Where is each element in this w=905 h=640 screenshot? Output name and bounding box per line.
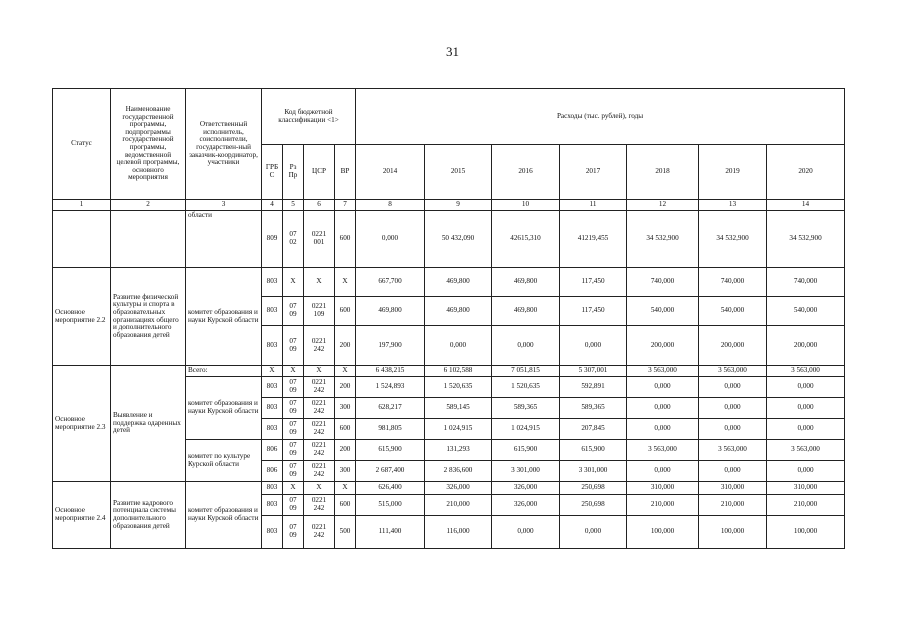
code-cell: 806 [262,440,283,461]
name-cell: Развитие кадрового потенциала системы дополнительного образования детей [111,482,186,549]
code-cell: Х [335,366,356,377]
code-cell: 0221 242 [304,461,335,482]
amount-cell: 7 051,815 [492,366,560,377]
amount-cell: 0,000 [767,419,845,440]
amount-cell: 326,000 [492,482,560,495]
header-grbs: ГРБ С [262,145,283,200]
amount-cell: 0,000 [767,398,845,419]
amount-cell: 469,800 [425,268,492,297]
code-cell: 07 09 [283,377,304,398]
amount-cell: 3 563,000 [699,440,767,461]
code-cell: 200 [335,440,356,461]
amount-cell: 0,000 [627,419,699,440]
page-number: 31 [446,44,459,59]
column-number: 12 [627,200,699,211]
amount-cell: 1 024,915 [425,419,492,440]
code-cell: 500 [335,516,356,549]
column-number: 11 [560,200,627,211]
amount-cell: 469,800 [492,297,560,326]
amount-cell: 2 687,400 [356,461,425,482]
amount-cell: 589,365 [492,398,560,419]
total-label: Всего: [186,366,262,377]
amount-cell: 200,000 [699,326,767,366]
code-cell: 803 [262,297,283,326]
code-cell: 803 [262,377,283,398]
code-cell: 07 09 [283,461,304,482]
amount-cell: 0,000 [356,211,425,268]
header-year: 2016 [492,145,560,200]
budget-table [52,88,845,549]
code-cell: 600 [335,419,356,440]
amount-cell: 34 532,900 [627,211,699,268]
code-cell: 0221 242 [304,495,335,516]
code-cell: 803 [262,268,283,297]
header-name: Наименование государственной программы, подпрограммы государственной программы, ведомственной целевой программы, основного мероприятия [111,89,186,200]
code-cell: Х [335,268,356,297]
amount-cell: 615,900 [560,440,627,461]
responsible-cell: комитет образования и науки Курской области [186,268,262,366]
amount-cell: 1 520,635 [425,377,492,398]
amount-cell: 615,900 [492,440,560,461]
header-csr: ЦСР [304,145,335,200]
amount-cell: 1 520,635 [492,377,560,398]
responsible-cell: комитет образования и науки Курской области [186,482,262,549]
code-cell: Х [262,366,283,377]
amount-cell: 667,700 [356,268,425,297]
amount-cell: 310,000 [767,482,845,495]
amount-cell: 540,000 [699,297,767,326]
amount-cell: 42615,310 [492,211,560,268]
code-cell: Х [335,482,356,495]
name-cell [111,211,186,268]
amount-cell: 0,000 [699,398,767,419]
column-numbers-row [53,200,845,211]
amount-cell: 740,000 [627,268,699,297]
code-cell: 300 [335,461,356,482]
code-cell: 803 [262,398,283,419]
code-cell: 0221 242 [304,440,335,461]
amount-cell: 592,891 [560,377,627,398]
amount-cell: 6 438,215 [356,366,425,377]
responsible-cell: области [186,211,262,268]
amount-cell: 111,400 [356,516,425,549]
column-number: 7 [335,200,356,211]
amount-cell: 469,800 [492,268,560,297]
amount-cell: 0,000 [699,419,767,440]
amount-cell: 131,293 [425,440,492,461]
code-cell: 200 [335,377,356,398]
column-number: 5 [283,200,304,211]
amount-cell: 0,000 [767,377,845,398]
name-cell: Выявление и поддержка одаренных детей [111,366,186,482]
header-year: 2020 [767,145,845,200]
column-number: 9 [425,200,492,211]
column-number: 8 [356,200,425,211]
amount-cell: 0,000 [627,377,699,398]
code-cell: 809 [262,211,283,268]
code-cell: 07 09 [283,440,304,461]
amount-cell: 3 301,000 [492,461,560,482]
amount-cell: 0,000 [699,461,767,482]
column-number: 14 [767,200,845,211]
code-cell: 0221 242 [304,398,335,419]
amount-cell: 250,698 [560,495,627,516]
code-cell: 300 [335,398,356,419]
code-cell: 0221 242 [304,326,335,366]
amount-cell: 250,698 [560,482,627,495]
column-number: 1 [53,200,111,211]
column-number: 4 [262,200,283,211]
status-cell: Основное мероприятие 2.4 [53,482,111,549]
code-cell: 0221 242 [304,516,335,549]
code-cell: 0221 001 [304,211,335,268]
header-rzpr: Рз Пр [283,145,304,200]
responsible-cell: комитет образования и науки Курской области [186,377,262,440]
table-row [53,366,845,377]
amount-cell: 100,000 [627,516,699,549]
code-cell: 803 [262,419,283,440]
code-cell: Х [283,482,304,495]
amount-cell: 3 301,000 [560,461,627,482]
table-row [53,482,845,495]
code-cell: 07 02 [283,211,304,268]
amount-cell: 981,805 [356,419,425,440]
header-vr: ВР [335,145,356,200]
amount-cell: 0,000 [492,516,560,549]
status-cell: Основное мероприятие 2.2 [53,268,111,366]
amount-cell: 628,217 [356,398,425,419]
amount-cell: 3 563,000 [627,440,699,461]
amount-cell: 469,800 [356,297,425,326]
amount-cell: 3 563,000 [767,366,845,377]
code-cell: 07 09 [283,398,304,419]
table-row [53,268,845,297]
amount-cell: 0,000 [699,377,767,398]
amount-cell: 6 102,588 [425,366,492,377]
amount-cell: 100,000 [699,516,767,549]
header-year: 2017 [560,145,627,200]
amount-cell: 41219,455 [560,211,627,268]
column-number: 10 [492,200,560,211]
amount-cell: 0,000 [425,326,492,366]
responsible-cell: комитет по культуре Курской области [186,440,262,482]
header-responsible: Ответственный исполнитель, соисполнители, государствен-ный заказчик-координатор, участники [186,89,262,200]
code-cell: 803 [262,516,283,549]
amount-cell: 310,000 [699,482,767,495]
amount-cell: 1 524,893 [356,377,425,398]
amount-cell: 0,000 [627,398,699,419]
code-cell: 600 [335,297,356,326]
amount-cell: 469,800 [425,297,492,326]
amount-cell: 116,000 [425,516,492,549]
amount-cell: 310,000 [627,482,699,495]
code-cell: 803 [262,482,283,495]
amount-cell: 100,000 [767,516,845,549]
header-year: 2019 [699,145,767,200]
code-cell: 600 [335,495,356,516]
code-cell: Х [304,482,335,495]
amount-cell: 0,000 [560,516,627,549]
code-cell: Х [283,268,304,297]
amount-cell: 207,845 [560,419,627,440]
table-row [53,211,845,268]
code-cell: 07 09 [283,516,304,549]
column-number: 13 [699,200,767,211]
column-number: 6 [304,200,335,211]
amount-cell: 50 432,090 [425,211,492,268]
amount-cell: 2 836,600 [425,461,492,482]
amount-cell: 326,000 [492,495,560,516]
amount-cell: 210,000 [767,495,845,516]
amount-cell: 210,000 [425,495,492,516]
amount-cell: 5 307,001 [560,366,627,377]
amount-cell: 210,000 [699,495,767,516]
amount-cell: 740,000 [767,268,845,297]
amount-cell: 1 024,915 [492,419,560,440]
code-cell: 600 [335,211,356,268]
code-cell: 803 [262,326,283,366]
code-cell: Х [304,366,335,377]
code-cell: 0221 242 [304,419,335,440]
code-cell: 0221 109 [304,297,335,326]
amount-cell: 326,000 [425,482,492,495]
name-cell: Развитие физической культуры и спорта в образовательных организациях общего и дополнительного образования детей [111,268,186,366]
amount-cell: 0,000 [627,461,699,482]
amount-cell: 34 532,900 [767,211,845,268]
amount-cell: 117,450 [560,297,627,326]
header-budget-code: Код бюджетной классификации <1> [262,89,356,145]
column-number: 2 [111,200,186,211]
amount-cell: 0,000 [767,461,845,482]
amount-cell: 626,400 [356,482,425,495]
amount-cell: 197,900 [356,326,425,366]
amount-cell: 117,450 [560,268,627,297]
amount-cell: 0,000 [492,326,560,366]
code-cell: 07 09 [283,326,304,366]
header-expenses: Расходы (тыс. рублей), годы [356,89,845,145]
code-cell: 803 [262,495,283,516]
amount-cell: 515,000 [356,495,425,516]
code-cell: 200 [335,326,356,366]
status-cell [53,211,111,268]
amount-cell: 740,000 [699,268,767,297]
column-number: 3 [186,200,262,211]
header-year: 2014 [356,145,425,200]
header-year: 2018 [627,145,699,200]
code-cell: Х [283,366,304,377]
amount-cell: 3 563,000 [699,366,767,377]
amount-cell: 540,000 [627,297,699,326]
code-cell: 07 09 [283,495,304,516]
amount-cell: 3 563,000 [767,440,845,461]
amount-cell: 34 532,900 [699,211,767,268]
amount-cell: 0,000 [560,326,627,366]
code-cell: 0221 242 [304,377,335,398]
code-cell: 07 09 [283,297,304,326]
code-cell: Х [304,268,335,297]
status-cell: Основное мероприятие 2.3 [53,366,111,482]
code-cell: 806 [262,461,283,482]
amount-cell: 210,000 [627,495,699,516]
amount-cell: 589,365 [560,398,627,419]
amount-cell: 589,145 [425,398,492,419]
amount-cell: 540,000 [767,297,845,326]
amount-cell: 615,900 [356,440,425,461]
header-status: Статус [53,89,111,200]
amount-cell: 200,000 [767,326,845,366]
amount-cell: 200,000 [627,326,699,366]
amount-cell: 3 563,000 [627,366,699,377]
header-year: 2015 [425,145,492,200]
code-cell: 07 09 [283,419,304,440]
